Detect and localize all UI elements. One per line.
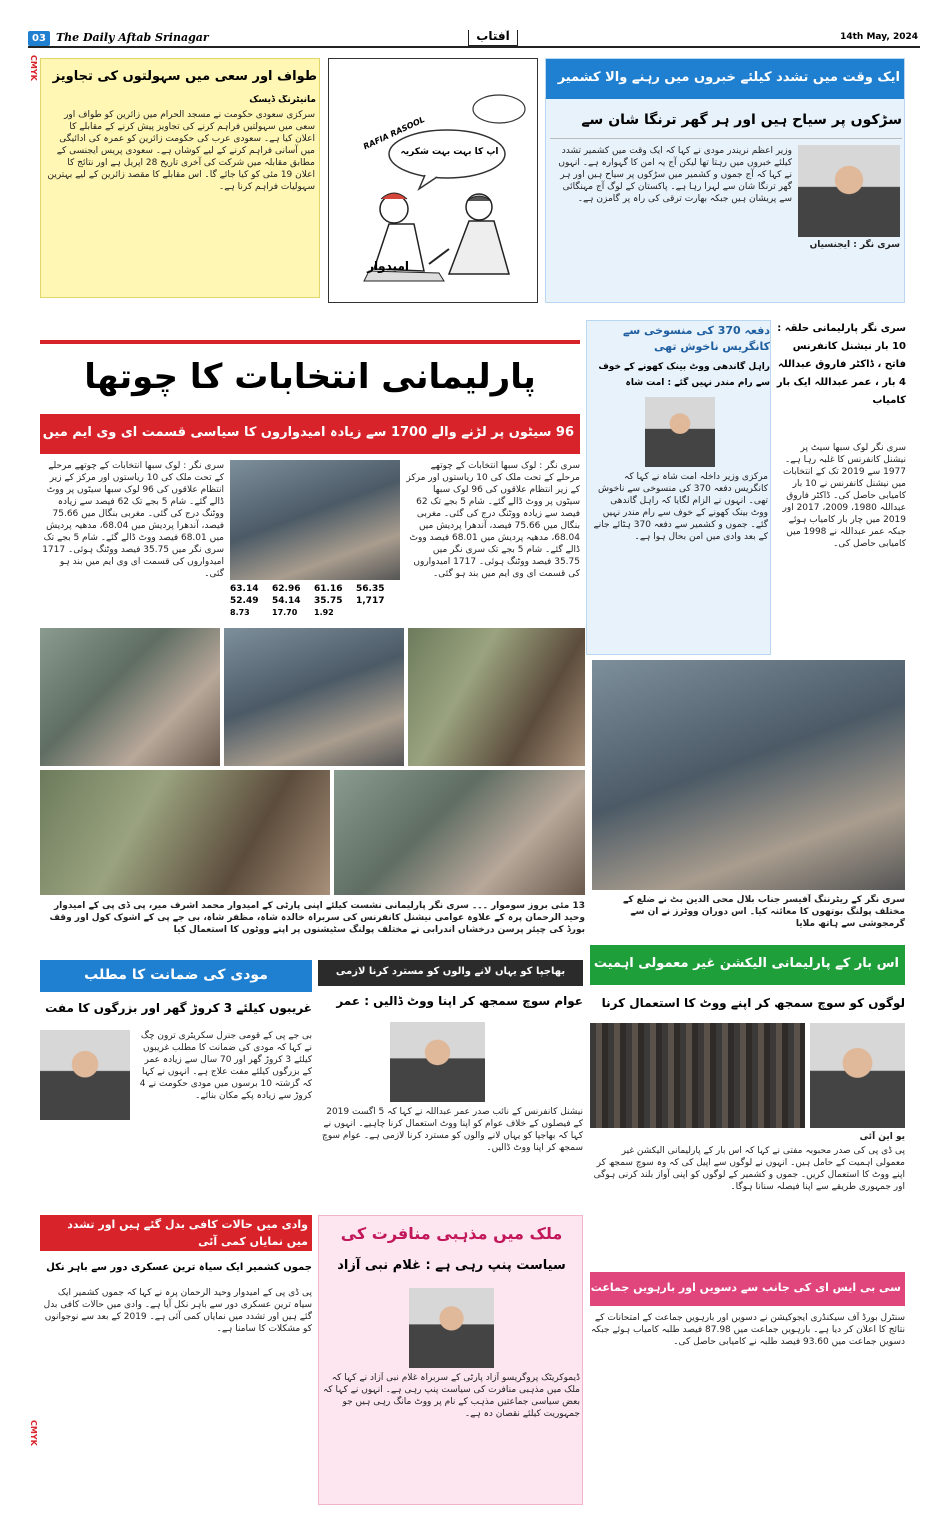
subhead: راہل گاندھی ووٹ بینک کھونے کے خوف سے رام مندر نہیں گئے : امت شاہ <box>598 362 770 388</box>
issue-date: 14th May, 2024 <box>840 32 918 42</box>
headline: سیاست پنپ رہی ہے : غلام نبی آزاد <box>337 1258 566 1273</box>
page-number-badge: 03 <box>28 31 50 46</box>
story-body: نیشنل کانفرنس کے نائب صدر عمر عبداللہ نے کہا کہ 5 اگست 2019 کے فیصلوں کے خلاف عوام کو اپنا ووٹ استعمال کرنا چاہیے۔ انہوں نے کہا کہ بھاجپا کو یہاں لانے والوں کو مسترد کرنا لازمی ہے۔ عوام سوچ سمجھ کر اپنا ووٹ ڈالیں۔ <box>322 1107 583 1153</box>
masthead <box>28 30 920 48</box>
mehbooba-photo <box>810 1023 905 1128</box>
story-body-left: سری نگر : لوک سبھا انتخابات کے چوتھے مرحلے کے تحت ملک کی 10 ریاستوں اور مرکز کے زیر انتظام علاقوں کی 96 لوک سبھا سیٹوں پر ووٹ ڈالے گئے۔ شام 5 بجے تک 62 فیصد سے زیادہ ووٹنگ درج کی گئی۔ مغربی بنگال میں 75.66 فیصد، آندھرا پردیش میں 68.04، مدھیہ پردیش میں 68.01 فیصد ووٹ ڈالے گئے۔ شام 5 بجے تک سری نگر میں 35.75 فیصد ووٹنگ ہوئی۔ 1717 امیدواروں کی قسمت ای وی ایم میں بند ہو گئی۔ <box>42 461 224 579</box>
voters-photo-3 <box>408 628 585 766</box>
main-story <box>40 460 580 620</box>
kicker: مودی کی ضمانت کا مطلب <box>40 960 312 992</box>
print-mark-bottom: CMYK <box>29 1420 38 1446</box>
top-left-story <box>40 58 320 298</box>
article-370-story <box>586 320 771 655</box>
story-body-right: سری نگر : لوک سبھا انتخابات کے چوتھے مرحلے کے تحت ملک کی 10 ریاستوں اور مرکز کے زیر انتظام علاقوں کی 96 لوک سبھا سیٹوں پر ووٹ ڈالے گئے۔ شام 5 بجے تک 62 فیصد سے زیادہ ووٹنگ درج کی گئی۔ مغربی بنگال میں 75.66 فیصد، آندھرا پردیش میں 68.04، مدھیہ پردیش میں 68.01 فیصد ووٹ ڈالے گئے۔ شام 5 بجے تک سری نگر میں 35.75 فیصد ووٹنگ ہوئی۔ 1717 امیدواروں کی قسمت ای وی ایم میں بند ہو گئی۔ <box>406 461 580 579</box>
story-body: سری نگر لوک سبھا سیٹ پر نیشنل کانفرنس کا غلبہ رہا ہے۔ 1977 سے 2019 تک کے انتخابات میں نیشنل کانفرنس نے 10 بار کامیابی حاصل کی۔ ڈاکٹر فاروق عبداللہ 1980، 2009، 2017 اور 2019 میں چار بار کامیاب ہوئے جبکہ عمر عبداللہ نے 1998 میں کامیابی حاصل کی۔ <box>782 443 906 549</box>
cartoon-label: امیدوار <box>367 259 409 273</box>
logo: آفتاب <box>468 30 518 46</box>
cbse-results-story <box>590 1272 905 1505</box>
headline: لوگوں کو سوچ سمجھ کر اپنے ووٹ کا استعمال کرنا <box>601 996 905 1010</box>
farooq-story <box>776 320 906 655</box>
stat-8: 1,717 <box>356 596 385 606</box>
cartoon-signature: RAFIA RASOOL <box>361 115 427 152</box>
omar-photo <box>390 1022 485 1102</box>
ballot-box-photo <box>230 460 400 580</box>
kicker: اس بار کے پارلیمانی الیکشن غیر معمولی اہمیت <box>590 945 905 985</box>
headline: غریبوں کیلئے 3 کروڑ گھر اور بزرگوں کا مفت <box>45 1001 312 1015</box>
dateline: مانیٹرنگ ڈیسک <box>249 95 316 105</box>
main-subhead: 96 سیٹوں پر لڑنے والے 1700 سے زیادہ امیدواروں کا سیاسی قسمت ای وی ایم میں <box>40 414 580 454</box>
stat-6: 54.14 <box>272 596 301 606</box>
photo-caption: سری نگر : ایجنسیاں <box>809 240 900 250</box>
rally-crowd-photo <box>590 1023 805 1128</box>
main-headline: پارلیمانی انتخابات کا چوتھا <box>40 340 580 410</box>
photo-caption: سری نگر کے ریٹرننگ آفیسر جناب بلال محی الدین بٹ نے ضلع کے مختلف پولنگ بوتھوں کا معائنہ کیا۔ اس دوران ووٹرز نے ان سے گرمجوشی سے ہاتھ ملایا <box>622 895 905 929</box>
kicker: بھاجپا کو یہاں لانے والوں کو مسترد کرنا لازمی <box>318 960 583 986</box>
headline: جموں کشمیر ایک سیاہ ترین عسکری دور سے باہر نکل <box>46 1262 312 1273</box>
voters-photo-1 <box>40 628 220 766</box>
paper-name: The Daily Aftab Srinagar <box>56 31 209 44</box>
stat-2: 62.96 <box>272 584 301 594</box>
headline: سری نگر پارلیمانی حلقہ : 10 بار نیشنل کانفرنس فاتح ، ڈاکٹر فاروق عبداللہ 4 بار ، عمر عبداللہ ایک بار کامیاب <box>776 323 906 406</box>
photo-caption: 13 مئی بروز سوموار ۔۔۔ سری نگر پارلیمانی نشست کیلئے اپنی پارٹی کے امیدوار محمد اشرف میر، پی ڈی پی کے امیدوار وحید الرحمان پرہ کے علاوہ عوامی نیشنل کانفرنس کی سربراہ خالدہ شاہ، مظفر شاہ، بی جے پی کے اشوک کول اور وقف بورڈ کی چیئر پرسن درخشاں اندرابی نے مختلف پولنگ سٹیشنوں پر اپنے ووٹوں کا استعمال کیا <box>49 901 585 935</box>
main-photo-collage <box>40 628 585 953</box>
headline: سی بی ایس ای کی جانب سے دسویں اور بارہویں جماعت <box>590 1272 905 1306</box>
stat-7: 35.75 <box>314 596 343 606</box>
stat-5: 52.49 <box>230 596 259 606</box>
kicker: ایک وقت میں تشدد کیلئے خبروں میں رہنے والا کشمیر <box>546 59 905 99</box>
tarun-chugh-photo <box>40 1030 130 1120</box>
stat-11: 1.92 <box>314 608 334 617</box>
headline: دفعہ 370 کی منسوخی سے کانگریس ناخوش تھی <box>622 324 770 353</box>
modi-guarantee-story <box>40 960 312 1208</box>
story-body: سنٹرل بورڈ آف سیکنڈری ایجوکیشن نے دسویں اور بارہویں جماعت کے امتحانات کے نتائج کا اعلان کر دیا ہے۔ بارہویں جماعت میں 87.98 فیصد طلبہ کامیاب ہوئے جبکہ دسویں جماعت میں 93.60 فیصد طلبہ نے کامیابی حاصل کی۔ <box>591 1313 905 1347</box>
azad-story <box>318 1215 583 1505</box>
kicker: وادی میں حالات کافی بدل گئے ہیں اور تشدد میں نمایاں کمی آئی <box>40 1215 312 1251</box>
azad-photo <box>409 1288 494 1368</box>
stat-10: 17.70 <box>272 608 298 617</box>
story-body: مرکزی وزیر داخلہ امت شاہ نے کہا کہ کانگریس دفعہ 370 کی منسوخی سے ناخوش تھی۔ انہوں نے الزام لگایا کہ راہل گاندھی ووٹ بینک کھونے کے خوف سے رام مندر نہیں گئے۔ جموں و کشمیر سے دفعہ 370 ہٹائے جانے کے بعد وادی میں امن بحال ہوا ہے۔ <box>593 472 768 542</box>
cartoon <box>328 58 538 303</box>
story-body: بی جے پی کے قومی جنرل سکریٹری ترون چگ نے کہا کہ مودی کی ضمانت کا مطلب غریبوں کیلئے 3 کروڑ گھر اور 70 سال سے زیادہ عمر کے بزرگوں کیلئے مفت علاج ہے۔ انہوں نے کہا کہ گزشتہ 10 برسوں میں مودی حکومت نے 4 کروڑ سے زیادہ پکے مکان بنائے۔ <box>139 1031 312 1101</box>
mehbooba-caption: یو این آئی <box>859 1132 905 1142</box>
headline: سڑکوں پر سیاح ہیں اور ہر گھر ترنگا شان سے <box>550 103 902 139</box>
story-body: ڈیموکریٹک پروگریسو آزاد پارٹی کے سربراہ غلام نبی آزاد نے کہا کہ ملک میں مذہبی منافرت کی سیاست پنپ رہی ہے۔ انہوں نے کہا کہ بعض سیاسی جماعتیں مذہب کے نام پر ووٹ مانگ رہی ہیں جو جمہوریت کیلئے نقصان دہ ہے۔ <box>323 1373 580 1419</box>
story-body: پی ڈی پی کے امیدوار وحید الرحمان پرہ نے کہا کہ جموں کشمیر ایک سیاہ ترین عسکری دور سے باہر نکل آیا ہے۔ وادی میں حالات کافی بدل گئے ہیں اور تشدد میں نمایاں کمی آئی ہے۔ 2019 کے بعد سے نوجوانوں کو مشکلات کا سامنا ہے۔ <box>43 1288 312 1334</box>
cartoon-speech: آپ کا بہت بہت شکریہ <box>400 147 499 157</box>
headline: عوام سوچ سمجھ کر اپنا ووٹ ڈالیں : عمر <box>336 994 583 1008</box>
amit-shah-photo <box>645 397 715 467</box>
returning-officer-story <box>592 660 905 940</box>
stats-row <box>230 584 400 618</box>
modi-photo <box>798 145 900 237</box>
omar-story <box>318 960 583 1208</box>
story-body: سرکزی سعودی حکومت نے مسجد الحرام میں زائرین کو طواف اور سعی میں سہولتیں فراہم کرنے کی تجاویز پیش کرنے کے مقابلے کا اعلان کیا ہے۔ سعودی عرب کی حکومت زائرین کو عمرہ کی ادائیگی میں آسانی فراہم کرنے کے لیے کوشاں ہے۔ سعودی پریس ایجنسی کے مطابق مقابلہ میں شرکت کی آخری تاریخ 28 اپریل ہے اور نتائج کا اعلان 19 مئی کو کیا جائے گا۔ اس مقابلے کا مقصد زائرین کے لیے بہترین سہولیات فراہم کرنا ہے۔ <box>47 110 315 192</box>
stat-4: 56.35 <box>356 584 385 594</box>
women-voters-photo <box>334 770 585 895</box>
story-body: وزیر اعظم نریندر مودی نے کہا کہ ایک وقت میں کشمیر تشدد کیلئے خبروں میں رہتا تھا لیکن آج یہ امن کا گہوارہ ہے۔ انہوں نے کہا کہ آج جموں و کشمیر میں سڑکوں پر سیاح ہیں اور ہر گھر ترنگا شان سے لہرا رہا ہے۔ پاکستان کے لوگ آج مہنگائی سے پریشان ہیں جبکہ بھارت ترقی کی راہ پر گامزن ہے۔ <box>558 146 792 204</box>
stat-1: 63.14 <box>230 584 259 594</box>
top-right-story <box>545 58 905 303</box>
headline: طواف اور سعی میں سہولتوں کی تجاویز <box>52 69 317 84</box>
voters-photo-2 <box>224 628 404 766</box>
mehbooba-story <box>590 945 905 1265</box>
returning-officer-photo <box>592 660 905 890</box>
print-mark-top: CMYK <box>29 55 38 81</box>
stat-9: 8.73 <box>230 608 250 617</box>
stat-3: 61.16 <box>314 584 343 594</box>
queue-photo <box>40 770 330 895</box>
waheed-para-story <box>40 1215 312 1505</box>
kicker: ملک میں مذہبی منافرت کی <box>340 1224 563 1243</box>
story-body: پی ڈی پی کی صدر محبوبہ مفتی نے کہا کہ اس بار کے پارلیمانی الیکشن غیر معمولی اہمیت کے حامل ہیں۔ انہوں نے لوگوں سے اپیل کی کہ وہ سوچ سمجھ کر اپنے ووٹ کا استعمال کریں۔ جموں و کشمیر کے لوگوں کو اپنی آواز بلند کرنی ہوگی اور جمہوری طریقے سے اپنا فیصلہ سنانا ہوگا۔ <box>593 1146 905 1192</box>
